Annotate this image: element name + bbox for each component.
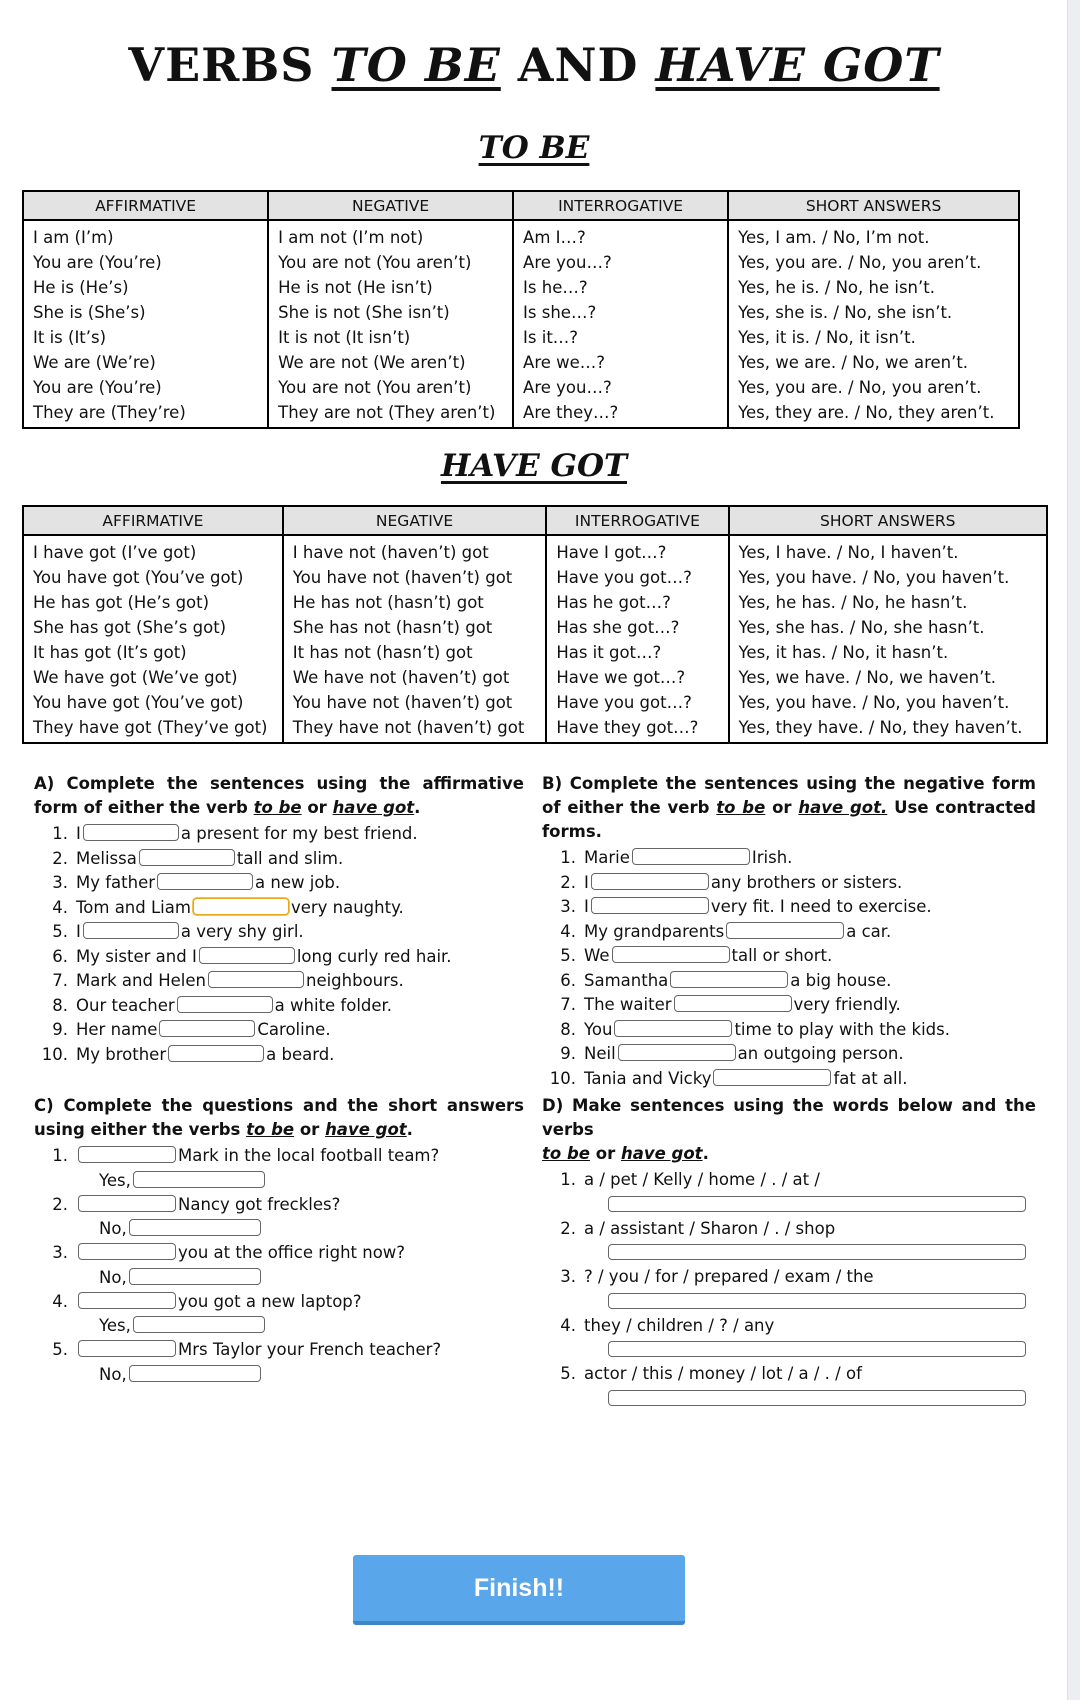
have-got-header-cell: INTERROGATIVE bbox=[546, 506, 728, 535]
sentence-start: I bbox=[76, 824, 81, 843]
to-be-cell: It is not (It isn’t) bbox=[268, 325, 513, 350]
sentence-end: a present for my best friend. bbox=[180, 824, 418, 843]
have-got-cell: Yes, we have. / No, we haven’t. bbox=[729, 665, 1047, 690]
to-be-row bbox=[23, 250, 1019, 275]
section-c-answer bbox=[34, 1314, 524, 1338]
section-c-question bbox=[34, 1338, 524, 1363]
to-be-cell: We are (We’re) bbox=[23, 350, 268, 375]
answer-input[interactable] bbox=[713, 1069, 831, 1086]
item-number: 4. bbox=[52, 897, 68, 917]
section-d-answer-row bbox=[542, 1193, 1036, 1217]
section-b-item bbox=[542, 871, 1036, 896]
section-d-item bbox=[542, 1362, 1036, 1387]
have-got-cell: Yes, it has. / No, it hasn’t. bbox=[729, 640, 1047, 665]
sentence-input[interactable] bbox=[608, 1244, 1026, 1260]
item-number: 3. bbox=[560, 897, 576, 916]
to-be-cell: Yes, she is. / No, she isn’t. bbox=[728, 300, 1019, 325]
item-number: 9. bbox=[560, 1044, 576, 1063]
have-got-cell: Have you got…? bbox=[546, 690, 728, 715]
sentence-start: I bbox=[584, 872, 589, 892]
section-a-item bbox=[34, 896, 524, 921]
have-got-cell: Yes, I have. / No, I haven’t. bbox=[729, 535, 1047, 565]
have-got-cell: We have not (haven’t) got bbox=[283, 665, 547, 690]
have-got-cell: I have got (I’ve got) bbox=[23, 535, 283, 565]
item-number: 5. bbox=[52, 922, 68, 941]
have-got-cell: You have not (haven’t) got bbox=[283, 565, 547, 590]
to-be-cell: She is not (She isn’t) bbox=[268, 300, 513, 325]
section-a-item bbox=[34, 871, 524, 896]
word-prompt: a / assistant / Sharon / . / shop bbox=[584, 1218, 836, 1238]
item-number: 4. bbox=[560, 921, 576, 941]
to-be-cell: Yes, I am. / No, I’m not. bbox=[728, 220, 1019, 250]
answer-input[interactable] bbox=[591, 873, 709, 890]
have-got-cell: She has not (hasn’t) got bbox=[283, 615, 547, 640]
word-prompt: they / children / ? / any bbox=[584, 1315, 775, 1335]
to-be-cell: Yes, you are. / No, you aren’t. bbox=[728, 375, 1019, 400]
item-number: 8. bbox=[52, 995, 68, 1015]
sentence-end: Irish. bbox=[751, 848, 793, 867]
have-got-cell: I have not (haven’t) got bbox=[283, 535, 547, 565]
answer-input[interactable] bbox=[83, 922, 179, 939]
short-answer-input[interactable] bbox=[129, 1268, 261, 1285]
have-got-table bbox=[22, 505, 1048, 744]
answer-input[interactable] bbox=[177, 996, 273, 1013]
to-be-cell: I am (I’m) bbox=[23, 220, 268, 250]
answer-input[interactable] bbox=[674, 995, 792, 1012]
answer-input[interactable] bbox=[726, 922, 844, 939]
sentence-input[interactable] bbox=[608, 1390, 1026, 1406]
sentence-start: Tom and Liam bbox=[76, 897, 191, 917]
sentence-input[interactable] bbox=[608, 1196, 1026, 1212]
to-be-row bbox=[23, 350, 1019, 375]
section-c-question bbox=[34, 1241, 524, 1266]
sentence-start: I bbox=[584, 897, 589, 916]
item-number: 3. bbox=[52, 873, 68, 892]
to-be-cell: She is (She’s) bbox=[23, 300, 268, 325]
to-be-heading: TO BE bbox=[478, 130, 590, 166]
section-a-item bbox=[34, 994, 524, 1019]
have-got-cell: It has got (It’s got) bbox=[23, 640, 283, 665]
item-number: 2. bbox=[52, 848, 68, 868]
have-got-cell: You have not (haven’t) got bbox=[283, 690, 547, 715]
sentence-end: a car. bbox=[846, 921, 892, 941]
answer-prefix: No, bbox=[99, 1267, 127, 1287]
section-c bbox=[34, 1094, 524, 1387]
have-got-cell: He has got (He’s got) bbox=[23, 590, 283, 615]
section-b-item bbox=[542, 993, 1036, 1018]
have-got-row bbox=[23, 565, 1047, 590]
answer-input[interactable] bbox=[139, 849, 235, 866]
title-and: AND bbox=[517, 38, 639, 92]
section-b-item bbox=[542, 920, 1036, 945]
have-got-cell: Yes, she has. / No, she hasn’t. bbox=[729, 615, 1047, 640]
item-number: 9. bbox=[52, 1020, 68, 1039]
section-c-question bbox=[34, 1193, 524, 1218]
item-number: 5. bbox=[560, 946, 576, 965]
question-text: Mrs Taylor your French teacher? bbox=[178, 1340, 442, 1359]
section-b-item bbox=[542, 969, 1036, 994]
title-verbs: VERBS bbox=[128, 38, 315, 92]
to-be-cell: They are not (They aren’t) bbox=[268, 400, 513, 428]
section-b-item bbox=[542, 846, 1036, 871]
item-number: 1. bbox=[560, 848, 576, 867]
sentence-start: Marie bbox=[584, 848, 630, 867]
have-got-cell: Has she got…? bbox=[546, 615, 728, 640]
sentence-start: I bbox=[76, 922, 81, 941]
question-text: you at the office right now? bbox=[178, 1243, 406, 1262]
section-a bbox=[34, 772, 524, 1067]
section-c-question bbox=[34, 1290, 524, 1315]
item-number: 1. bbox=[560, 1170, 576, 1189]
short-answer-input[interactable] bbox=[133, 1171, 265, 1188]
item-number: 1. bbox=[52, 824, 68, 843]
sentence-start: My sister and I bbox=[76, 946, 197, 966]
to-be-cell: Are we…? bbox=[513, 350, 728, 375]
section-a-item bbox=[34, 1018, 524, 1043]
section-b-item bbox=[542, 1042, 1036, 1067]
section-b-item bbox=[542, 895, 1036, 920]
answer-input[interactable] bbox=[83, 824, 179, 841]
section-d-answer-row bbox=[542, 1387, 1036, 1411]
verb-input[interactable] bbox=[78, 1146, 176, 1163]
have-got-cell: We have got (We’ve got) bbox=[23, 665, 283, 690]
sentence-start: My grandparents bbox=[584, 921, 725, 941]
short-answer-input[interactable] bbox=[129, 1219, 261, 1236]
item-number: 5. bbox=[52, 1340, 68, 1359]
answer-input[interactable] bbox=[193, 898, 289, 915]
item-number: 7. bbox=[52, 971, 68, 990]
have-got-cell: Yes, he has. / No, he hasn’t. bbox=[729, 590, 1047, 615]
to-be-row bbox=[23, 325, 1019, 350]
have-got-cell: Have I got…? bbox=[546, 535, 728, 565]
answer-input[interactable] bbox=[591, 897, 709, 914]
section-d-item bbox=[542, 1168, 1036, 1193]
sentence-end: very friendly. bbox=[793, 995, 901, 1014]
to-be-row bbox=[23, 220, 1019, 250]
to-be-cell: Are you…? bbox=[513, 250, 728, 275]
have-got-cell: Yes, you have. / No, you haven’t. bbox=[729, 565, 1047, 590]
have-got-cell: You have got (You’ve got) bbox=[23, 690, 283, 715]
to-be-cell: You are not (You aren’t) bbox=[268, 250, 513, 275]
to-be-cell: Is he…? bbox=[513, 275, 728, 300]
item-number: 10. bbox=[41, 1044, 68, 1064]
have-got-cell: Have they got…? bbox=[546, 715, 728, 743]
section-c-answer bbox=[34, 1217, 524, 1241]
section-a-item bbox=[34, 822, 524, 847]
have-got-header-cell: NEGATIVE bbox=[283, 506, 547, 535]
verb-input[interactable] bbox=[78, 1292, 176, 1309]
answer-prefix: No, bbox=[99, 1219, 127, 1238]
sentence-end: neighbours. bbox=[305, 971, 404, 990]
section-a-item bbox=[34, 969, 524, 994]
sentence-start: You bbox=[584, 1019, 613, 1039]
to-be-cell: You are (You’re) bbox=[23, 250, 268, 275]
sentence-end: a beard. bbox=[266, 1044, 335, 1064]
sentence-start: Melissa bbox=[76, 848, 137, 868]
have-got-row bbox=[23, 615, 1047, 640]
to-be-cell: He is not (He isn’t) bbox=[268, 275, 513, 300]
have-got-row bbox=[23, 690, 1047, 715]
word-prompt: a / pet / Kelly / home / . / at / bbox=[584, 1170, 820, 1189]
sentence-start: Mark and Helen bbox=[76, 971, 206, 990]
answer-prefix: No, bbox=[99, 1364, 127, 1384]
section-b-item bbox=[542, 1018, 1036, 1043]
answer-input[interactable] bbox=[632, 848, 750, 865]
section-d-item bbox=[542, 1265, 1036, 1290]
to-be-cell: He is (He’s) bbox=[23, 275, 268, 300]
answer-input[interactable] bbox=[612, 946, 730, 963]
to-be-header-cell: INTERROGATIVE bbox=[513, 191, 728, 220]
sentence-start: The waiter bbox=[584, 995, 672, 1014]
worksheet-title bbox=[0, 38, 1068, 92]
section-a-item bbox=[34, 945, 524, 970]
sentence-start: Tania and Vicky bbox=[584, 1068, 712, 1088]
sentence-end: a big house. bbox=[790, 970, 892, 990]
answer-input[interactable] bbox=[168, 1045, 264, 1062]
finish-button[interactable]: Finish!! bbox=[353, 1555, 685, 1625]
section-d-answer-row bbox=[542, 1290, 1036, 1314]
to-be-cell: It is (It’s) bbox=[23, 325, 268, 350]
have-got-row bbox=[23, 640, 1047, 665]
title-to-be: TO BE bbox=[331, 38, 501, 92]
to-be-cell: We are not (We aren’t) bbox=[268, 350, 513, 375]
item-number: 6. bbox=[560, 970, 576, 990]
item-number: 2. bbox=[560, 1218, 576, 1238]
have-got-cell: You have got (You’ve got) bbox=[23, 565, 283, 590]
sentence-end: very naughty. bbox=[290, 897, 404, 917]
have-got-cell: Yes, they have. / No, they haven’t. bbox=[729, 715, 1047, 743]
sentence-end: a very shy girl. bbox=[180, 922, 304, 941]
section-d bbox=[542, 1094, 1036, 1411]
sentence-input[interactable] bbox=[608, 1341, 1026, 1357]
to-be-cell: Is it…? bbox=[513, 325, 728, 350]
answer-input[interactable] bbox=[157, 873, 253, 890]
verb-input[interactable] bbox=[78, 1243, 176, 1260]
answer-prefix: Yes, bbox=[99, 1316, 131, 1335]
short-answer-input[interactable] bbox=[133, 1316, 265, 1333]
sentence-input[interactable] bbox=[608, 1293, 1026, 1309]
to-be-cell: Yes, he is. / No, he isn’t. bbox=[728, 275, 1019, 300]
item-number: 8. bbox=[560, 1019, 576, 1039]
item-number: 6. bbox=[52, 946, 68, 966]
section-b-item bbox=[542, 944, 1036, 969]
to-be-cell: Is she…? bbox=[513, 300, 728, 325]
to-be-cell: Yes, we are. / No, we aren’t. bbox=[728, 350, 1019, 375]
title-have-got: HAVE GOT bbox=[655, 38, 940, 92]
have-got-cell: It has not (hasn’t) got bbox=[283, 640, 547, 665]
section-b-heading: B) Complete the sentences using the negative form of either the verb to be or have got. Use contracted forms. bbox=[542, 774, 1036, 841]
word-prompt: ? / you / for / prepared / exam / the bbox=[584, 1267, 874, 1286]
item-number: 2. bbox=[52, 1194, 68, 1214]
to-be-row bbox=[23, 375, 1019, 400]
have-got-heading: HAVE GOT bbox=[440, 448, 628, 484]
to-be-cell: You are (You’re) bbox=[23, 375, 268, 400]
have-got-cell: Yes, you have. / No, you haven’t. bbox=[729, 690, 1047, 715]
item-number: 3. bbox=[560, 1267, 576, 1286]
item-number: 5. bbox=[560, 1364, 576, 1383]
item-number: 2. bbox=[560, 872, 576, 892]
section-a-item bbox=[34, 1043, 524, 1068]
to-be-cell: Yes, you are. / No, you aren’t. bbox=[728, 250, 1019, 275]
answer-input[interactable] bbox=[614, 1020, 732, 1037]
have-got-cell: Has he got…? bbox=[546, 590, 728, 615]
answer-input[interactable] bbox=[199, 947, 295, 964]
word-prompt: actor / this / money / lot / a / . / of bbox=[584, 1364, 862, 1383]
to-be-cell: Am I…? bbox=[513, 220, 728, 250]
sentence-end: fat at all. bbox=[833, 1068, 908, 1088]
to-be-cell: Are you…? bbox=[513, 375, 728, 400]
have-got-cell: Have we got…? bbox=[546, 665, 728, 690]
section-d-item bbox=[542, 1314, 1036, 1339]
section-a-heading: A) Complete the sentences using the affirmative form of either the verb to be or have got. bbox=[34, 774, 524, 817]
item-number: 10. bbox=[549, 1068, 576, 1088]
section-b-item bbox=[542, 1067, 1036, 1092]
to-be-cell: Are they…? bbox=[513, 400, 728, 428]
question-text: you got a new laptop? bbox=[178, 1291, 362, 1311]
section-d-answer-row bbox=[542, 1241, 1036, 1265]
have-got-cell: They have got (They’ve got) bbox=[23, 715, 283, 743]
section-d-answer-row bbox=[542, 1338, 1036, 1362]
section-a-item bbox=[34, 847, 524, 872]
have-got-header-cell: AFFIRMATIVE bbox=[23, 506, 283, 535]
sentence-end: long curly red hair. bbox=[296, 946, 452, 966]
answer-input[interactable] bbox=[208, 971, 304, 988]
sentence-end: tall and slim. bbox=[236, 848, 344, 868]
section-c-answer bbox=[34, 1169, 524, 1193]
have-got-cell: Has it got…? bbox=[546, 640, 728, 665]
sentence-end: tall or short. bbox=[731, 946, 833, 965]
sentence-end: very fit. I need to exercise. bbox=[710, 897, 932, 916]
to-be-row bbox=[23, 275, 1019, 300]
sentence-start: Our teacher bbox=[76, 995, 175, 1015]
section-c-answer bbox=[34, 1363, 524, 1387]
question-text: Nancy got freckles? bbox=[178, 1194, 341, 1214]
section-a-item bbox=[34, 920, 524, 945]
sentence-start: Samantha bbox=[584, 970, 669, 990]
to-be-table bbox=[22, 190, 1020, 429]
answer-input[interactable] bbox=[159, 1020, 255, 1037]
sentence-end: Caroline. bbox=[257, 1020, 331, 1039]
to-be-header-cell: AFFIRMATIVE bbox=[23, 191, 268, 220]
sentence-start: My father bbox=[76, 873, 156, 892]
to-be-header-cell: NEGATIVE bbox=[268, 191, 513, 220]
short-answer-input[interactable] bbox=[129, 1365, 261, 1382]
question-text: Mark in the local football team? bbox=[178, 1146, 440, 1165]
sentence-end: time to play with the kids. bbox=[734, 1019, 950, 1039]
to-be-header-cell: SHORT ANSWERS bbox=[728, 191, 1019, 220]
sentence-end: a white folder. bbox=[274, 995, 393, 1015]
section-c-heading: C) Complete the questions and the short answers using either the verbs to be or have got. bbox=[34, 1096, 524, 1139]
verb-input[interactable] bbox=[78, 1195, 176, 1212]
item-number: 3. bbox=[52, 1243, 68, 1262]
answer-prefix: Yes, bbox=[99, 1170, 131, 1190]
sentence-start: Neil bbox=[584, 1044, 616, 1063]
sentence-start: We bbox=[584, 946, 610, 965]
verb-input[interactable] bbox=[78, 1340, 176, 1357]
section-b bbox=[542, 772, 1036, 1091]
section-d-heading: D) Make sentences using the words below and the verbs to be or have got. bbox=[542, 1096, 1036, 1163]
item-number: 7. bbox=[560, 995, 576, 1014]
item-number: 4. bbox=[52, 1291, 68, 1311]
section-d-item bbox=[542, 1217, 1036, 1242]
have-got-header-cell: SHORT ANSWERS bbox=[729, 506, 1047, 535]
to-be-row bbox=[23, 300, 1019, 325]
have-got-row bbox=[23, 715, 1047, 743]
sentence-start: My brother bbox=[76, 1044, 167, 1064]
have-got-row bbox=[23, 665, 1047, 690]
to-be-cell: They are (They’re) bbox=[23, 400, 268, 428]
sentence-end: an outgoing person. bbox=[737, 1044, 904, 1063]
to-be-cell: Yes, it is. / No, it isn’t. bbox=[728, 325, 1019, 350]
have-got-cell: Have you got…? bbox=[546, 565, 728, 590]
section-c-answer bbox=[34, 1266, 524, 1290]
answer-input[interactable] bbox=[618, 1044, 736, 1061]
have-got-cell: They have not (haven’t) got bbox=[283, 715, 547, 743]
have-got-cell: She has got (She’s got) bbox=[23, 615, 283, 640]
to-be-cell: Yes, they are. / No, they aren’t. bbox=[728, 400, 1019, 428]
have-got-row bbox=[23, 535, 1047, 565]
to-be-cell: I am not (I’m not) bbox=[268, 220, 513, 250]
to-be-row bbox=[23, 400, 1019, 428]
item-number: 1. bbox=[52, 1146, 68, 1165]
sentence-end: a new job. bbox=[255, 873, 341, 892]
section-c-question bbox=[34, 1144, 524, 1169]
sentence-start: Her name bbox=[76, 1020, 158, 1039]
have-got-cell: He has not (hasn’t) got bbox=[283, 590, 547, 615]
page-scrollbar[interactable] bbox=[1067, 0, 1080, 1700]
item-number: 4. bbox=[560, 1315, 576, 1335]
to-be-cell: You are not (You aren’t) bbox=[268, 375, 513, 400]
sentence-end: any brothers or sisters. bbox=[710, 872, 903, 892]
have-got-row bbox=[23, 590, 1047, 615]
answer-input[interactable] bbox=[670, 971, 788, 988]
